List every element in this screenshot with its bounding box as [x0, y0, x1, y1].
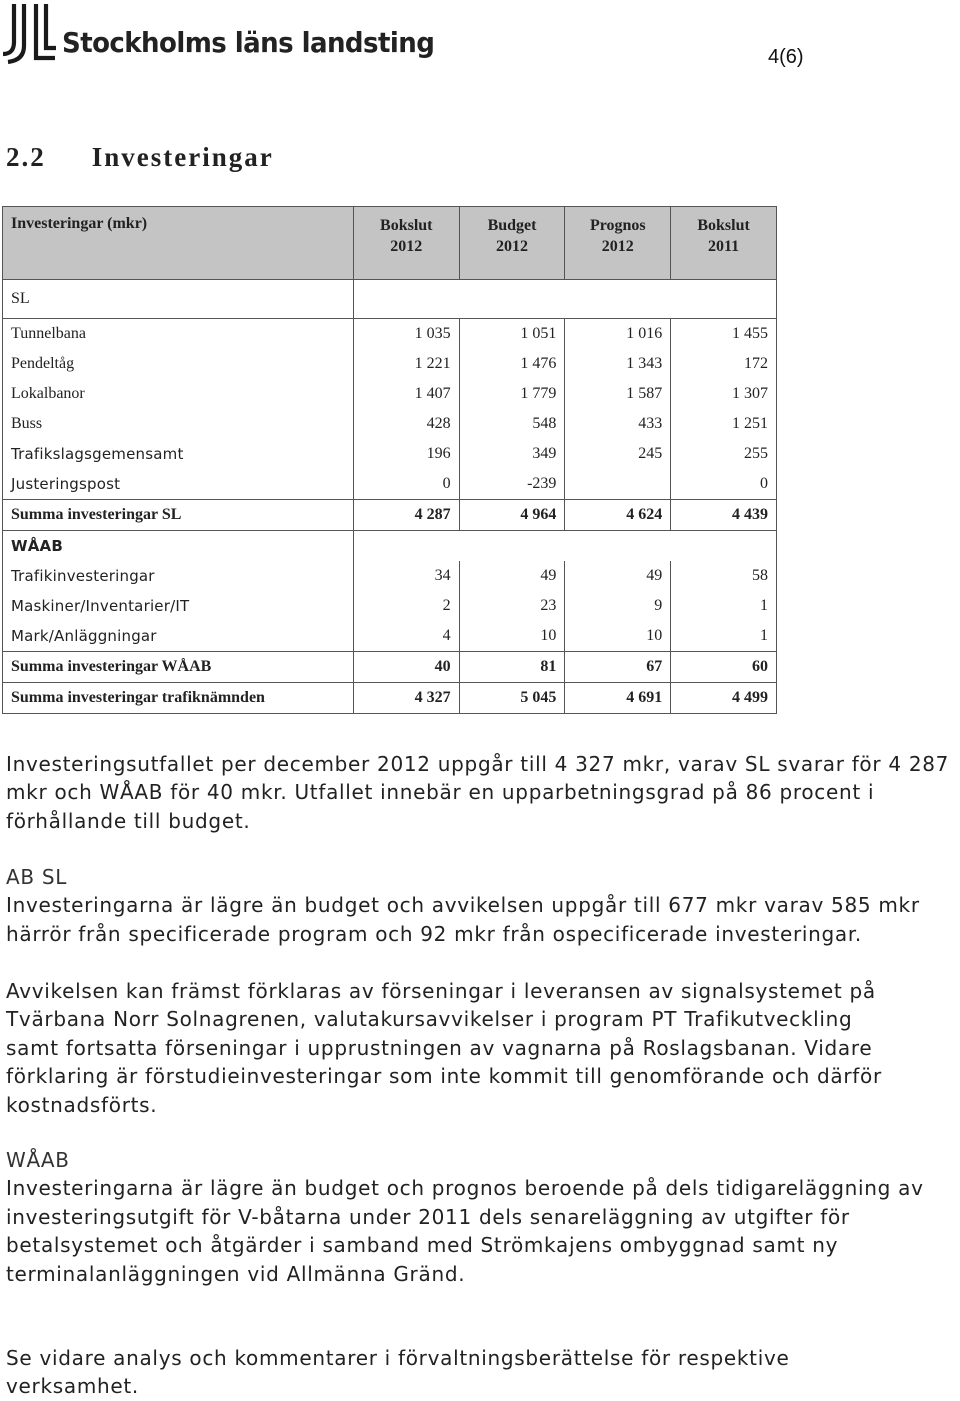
total-row: Summa investeringar trafiknämnden 4 327 5 045 4 691 4 499 — [3, 683, 777, 714]
paragraph-waab: WÅAB Investeringarna är lägre än budget och prognos beroende på dels tidigareläggning av investeringsutgift för V-båtarna under 2011 dels senareläggning av utgifter för betalsystemet och åtgärder i samband med Strömkajens ombyggnad samt ny terminalanläggningen vid Allmänna Gränd. — [6, 1146, 960, 1288]
table-row: Trafikslagsgemensamt 196 349 245 255 — [3, 439, 777, 469]
header-col: Bokslut 2012 — [353, 207, 459, 280]
page-number: 4(6) — [768, 46, 804, 68]
header-col: Bokslut 2011 — [671, 207, 777, 280]
section-row-waab — [3, 531, 777, 562]
paragraph-sl: AB SL Investeringarna är lägre än budget och avvikelsen uppgår till 677 mkr varav 585 mkr härrör från specificerade program och 92 mkr från ospecificerade investeringar. — [6, 863, 960, 948]
section-row-sl — [3, 280, 777, 319]
table-row: Buss 428 548 433 1 251 — [3, 409, 777, 439]
sum-row-sl: Summa investeringar SL 4 287 4 964 4 624 4 439 — [3, 500, 777, 531]
header-logo — [0, 0, 435, 72]
table-row: Lokalbanor 1 407 1 779 1 587 1 307 — [3, 379, 777, 409]
table-row: Justeringspost 0 -239 0 — [3, 469, 777, 500]
section-label: WÅAB — [3, 531, 354, 562]
section-title — [6, 142, 274, 173]
table-header-row — [3, 207, 777, 280]
investments-table — [2, 206, 777, 714]
paragraph-summary: Investeringsutfallet per december 2012 uppgår till 4 327 mkr, varav SL svarar för 4 287 mkr och WÅAB för 40 mkr. Utfallet innebär en upparbetningsgrad på 86 procent i förhållande till budget. — [6, 752, 950, 833]
table-row: Tunnelbana 1 035 1 051 1 016 1 455 — [3, 319, 777, 350]
logo-text: Stockholms läns landsting — [62, 26, 435, 59]
header-label: Investeringar (mkr) — [3, 207, 354, 280]
section-number: 2.2 — [6, 142, 46, 172]
header-col: Prognos 2012 — [565, 207, 671, 280]
table-row: Maskiner/Inventarier/IT 2 23 9 1 — [3, 591, 777, 621]
section-title-text: Investeringar — [91, 142, 274, 172]
section-label: SL — [3, 280, 354, 319]
table-row: Mark/Anläggningar 4 10 10 1 — [3, 621, 777, 652]
header-col: Budget 2012 — [459, 207, 565, 280]
table-row: Trafikinvesteringar 34 49 49 58 — [3, 561, 777, 591]
sum-row-waab: Summa investeringar WÅAB 40 81 67 60 — [3, 652, 777, 683]
paragraph-deviation: Avvikelsen kan främst förklaras av förseningar i leveransen av signalsystemet på Tvärbana Norr Solnagrenen, valutakursavvikelser i program PT Trafikutveckling samt fortsatta förseningar i upprustningen av vagnarna på Roslagsbanan. Vidare förklaring är förstudieinvesteringar som inte kommit till genomförande och därför kostnadsförts. — [6, 979, 882, 1117]
sll-logo-icon — [0, 2, 58, 64]
table-row: Pendeltåg 1 221 1 476 1 343 172 — [3, 349, 777, 379]
subheading-sl: AB SL — [6, 865, 68, 889]
subheading-waab: WÅAB — [6, 1148, 70, 1172]
paragraph-reference: Se vidare analys och kommentarer i förvaltningsberättelse för respektive verksamhet. — [6, 1346, 790, 1399]
